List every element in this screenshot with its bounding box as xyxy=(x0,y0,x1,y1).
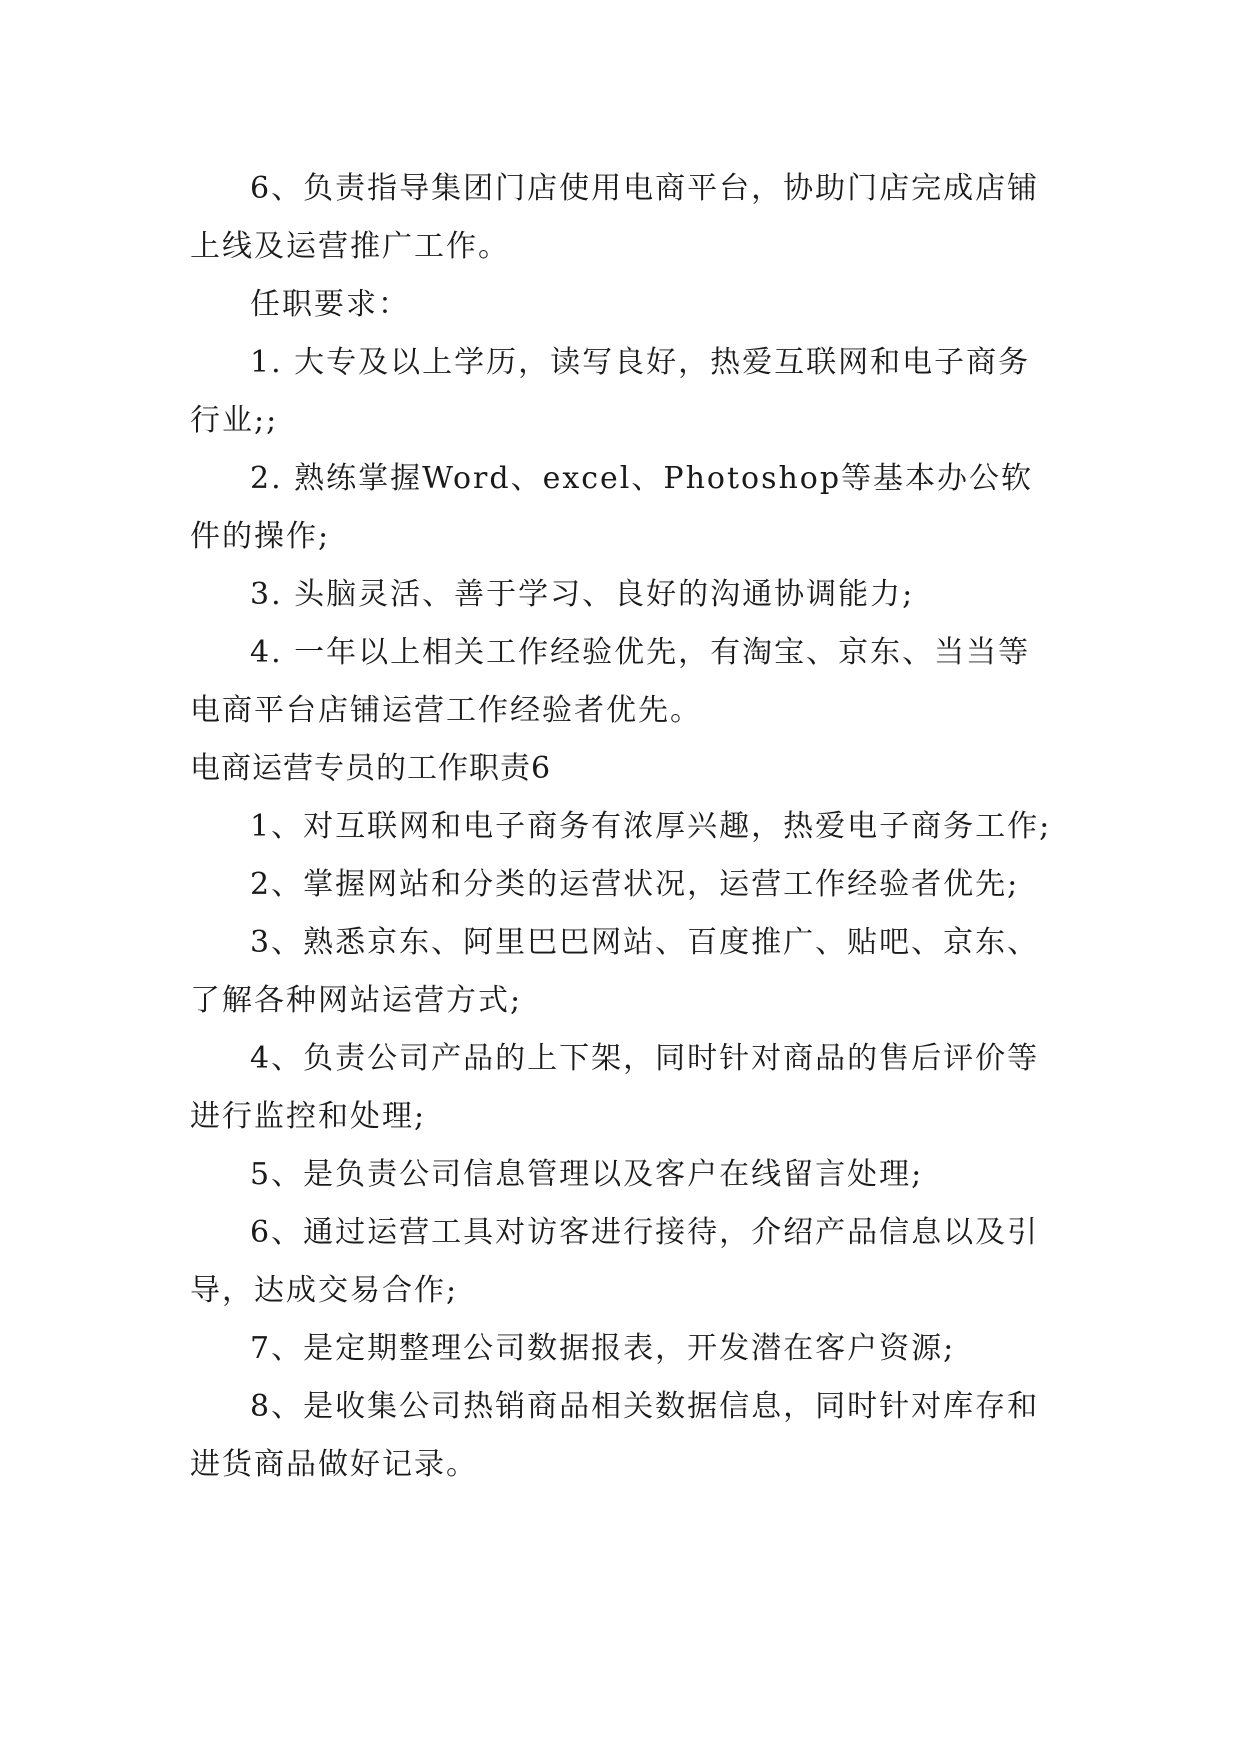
paragraph-item-6: 6、通过运营工具对访客进行接待，介绍产品信息以及引导，达成交易合作; xyxy=(190,1215,1040,1308)
paragraph-requirement-1: 1. 大专及以上学历，读写良好，热爱互联网和电子商务行业;; xyxy=(190,345,1031,438)
paragraph-item-4: 4、负责公司产品的上下架，同时针对商品的售后评价等进行监控和处理; xyxy=(190,1041,1040,1134)
paragraph-item-5: 5、是负责公司信息管理以及客户在线留言处理; xyxy=(250,1157,924,1192)
paragraph-requirement-3: 3. 头脑灵活、善于学习、良好的沟通协调能力; xyxy=(250,577,915,612)
paragraph-item-8: 8、是收集公司热销商品相关数据信息，同时针对库存和进货商品做好记录。 xyxy=(190,1389,1040,1482)
paragraph-item-7: 7、是定期整理公司数据报表，开发潜在客户资源; xyxy=(250,1331,956,1366)
paragraph-requirement-4: 4. 一年以上相关工作经验优先，有淘宝、京东、当当等电商平台店铺运营工作经验者优先。 xyxy=(190,635,1031,728)
paragraph-requirement-2: 2. 熟练掌握Word、excel、Photoshop等基本办公软件的操作; xyxy=(190,461,1034,554)
paragraph-item-2: 2、掌握网站和分类的运营状况，运营工作经验者优先; xyxy=(250,867,1020,902)
paragraph-requirements-heading: 任职要求： xyxy=(250,287,410,322)
paragraph-item-1: 1、对互联网和电子商务有浓厚兴趣，热爱电子商务工作; xyxy=(250,809,1052,844)
section-heading: 电商运营专员的工作职责6 xyxy=(190,751,552,786)
paragraph-item-3: 3、熟悉京东、阿里巴巴网站、百度推广、贴吧、京东、了解各种网站运营方式; xyxy=(190,925,1040,1018)
paragraph-duty-6: 6、负责指导集团门店使用电商平台，协助门店完成店铺上线及运营推广工作。 xyxy=(190,171,1040,264)
document-page xyxy=(190,160,1052,1494)
